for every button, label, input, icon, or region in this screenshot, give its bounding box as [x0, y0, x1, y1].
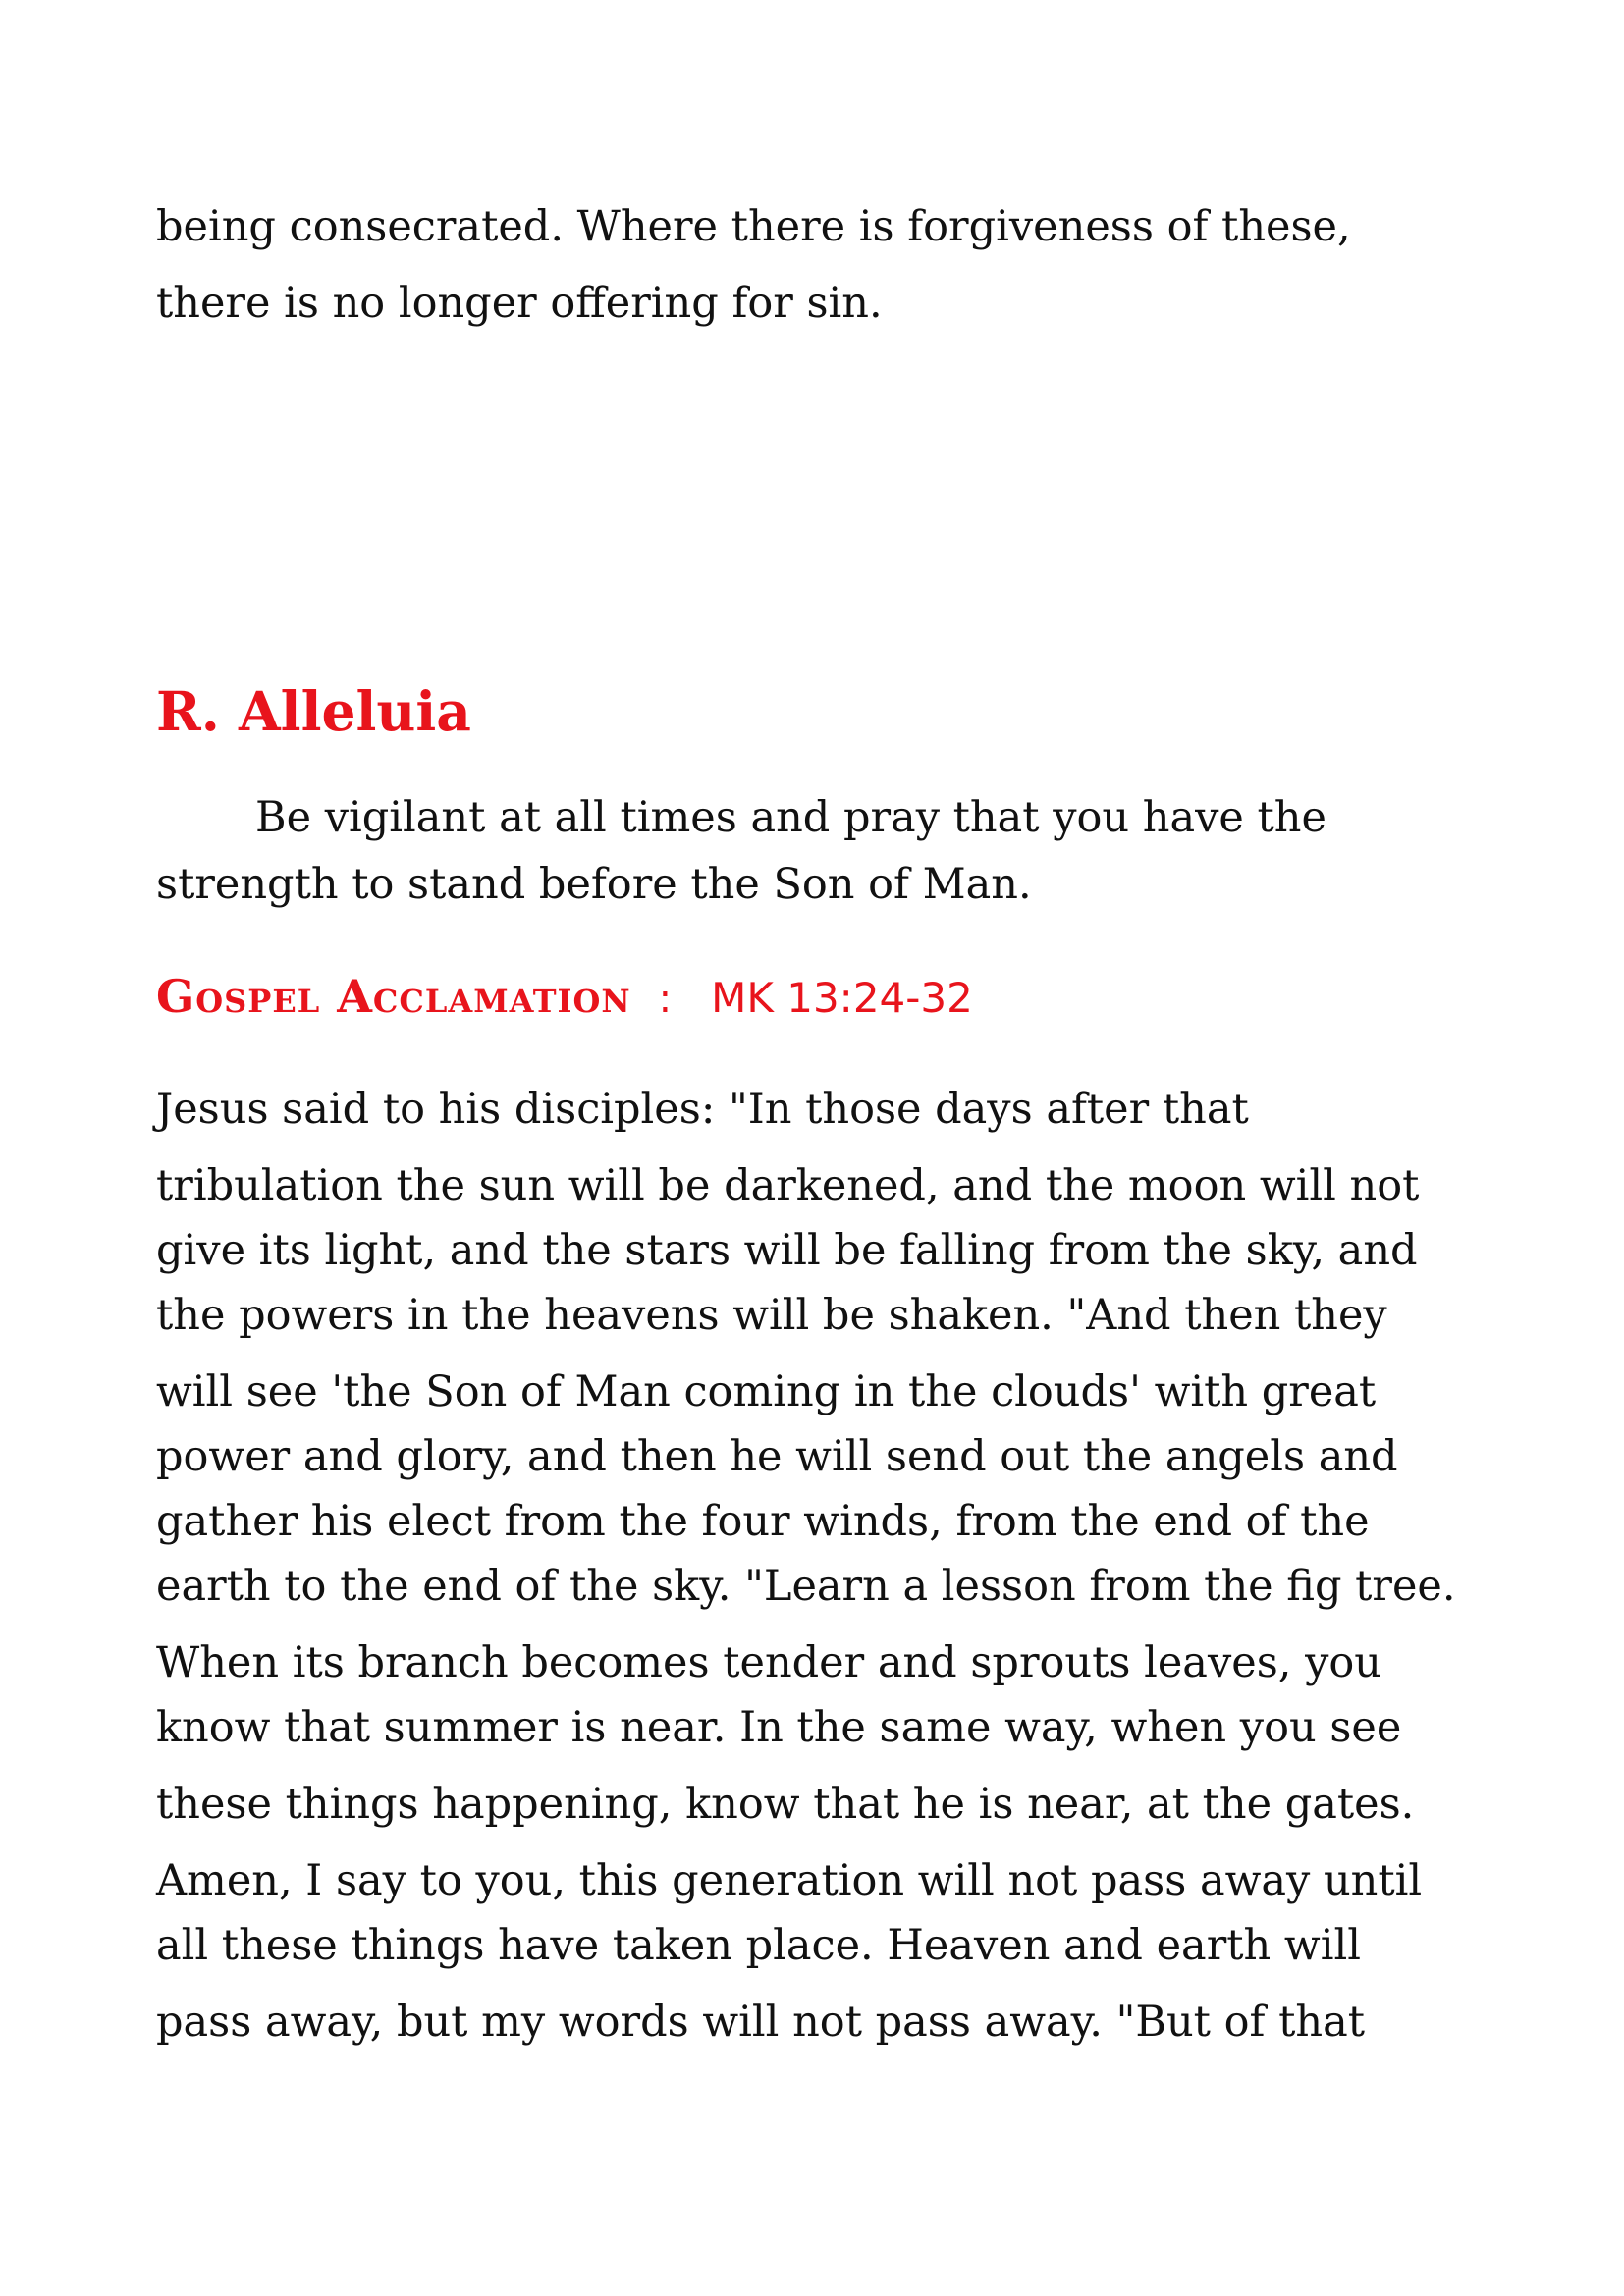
intro-line-1: being consecrated. Where there is forgiveness of these,	[156, 202, 1351, 251]
gospel-line-5: will see 'the Son of Man coming in the clouds' with great	[156, 1367, 1377, 1416]
gospel-line-10: know that summer is near. In the same way, when you see	[156, 1703, 1402, 1752]
gospel-line-6: power and glory, and then he will send out the angels and	[156, 1432, 1398, 1481]
gospel-line-12: Amen, I say to you, this generation will not pass away until	[156, 1856, 1423, 1905]
gospel-heading-title: Gospel Acclamation	[156, 970, 631, 1023]
gospel-line-14: pass away, but my words will not pass away. "But of that	[156, 1998, 1365, 2047]
gospel-heading	[156, 965, 973, 1039]
gospel-line-2: tribulation the sun will be darkened, and the moon will not	[156, 1161, 1420, 1210]
gospel-line-9: When its branch becomes tender and sprouts leaves, you	[156, 1638, 1381, 1687]
gospel-line-13: all these things have taken place. Heaven and earth will	[156, 1921, 1361, 1970]
alleluia-line-2: strength to stand before the Son of Man.	[156, 860, 1032, 909]
gospel-line-8: earth to the end of the sky. "Learn a lesson from the fig tree.	[156, 1562, 1456, 1611]
intro-line-2: there is no longer offering for sin.	[156, 279, 883, 328]
alleluia-line-1: Be vigilant at all times and pray that you have the	[255, 793, 1326, 842]
alleluia-heading: R. Alleluia	[156, 679, 471, 743]
gospel-line-4: the powers in the heavens will be shaken. "And then they	[156, 1291, 1387, 1340]
gospel-line-7: gather his elect from the four winds, from the end of the	[156, 1497, 1370, 1546]
gospel-line-1: Jesus said to his disciples: "In those days after that	[156, 1085, 1249, 1134]
gospel-line-3: give its light, and the stars will be falling from the sky, and	[156, 1226, 1418, 1275]
gospel-heading-reference: MK 13:24-32	[711, 974, 973, 1022]
gospel-line-11: these things happening, know that he is near, at the gates.	[156, 1780, 1415, 1829]
gospel-heading-separator: :	[658, 977, 673, 1022]
